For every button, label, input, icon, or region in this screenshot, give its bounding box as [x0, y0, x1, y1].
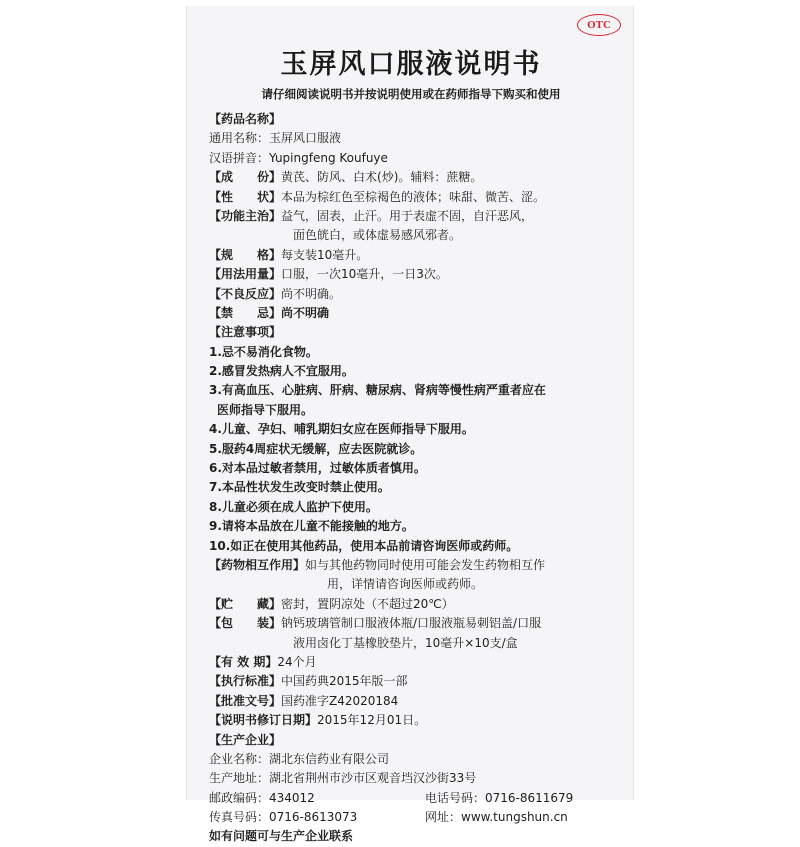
precaution-item: 10.如正在使用其他药品，使用本品前请咨询医师或药师。 — [209, 538, 519, 553]
pinyin-name: 汉语拼音：Yupingfeng Koufuye — [209, 150, 388, 165]
drug-name-label: 【药品名称】 — [209, 112, 282, 126]
website: 网址：www.tungshun.cn — [425, 810, 568, 825]
manufacturer-label: 【生产企业】 — [209, 732, 282, 747]
precautions-label: 【注意事项】 — [209, 325, 282, 340]
indications-line1: 益气，固表，止汗。用于表虚不固，自汗恶风， — [281, 208, 534, 223]
specification-label: 【规 格】 — [209, 247, 282, 262]
contraindications-row — [209, 304, 629, 323]
interactions-line2: 用，详情请咨询医师或药师。 — [327, 577, 484, 592]
leaflet-body — [209, 110, 629, 847]
contraindications-label: 【禁 忌】 — [209, 305, 282, 320]
adverse-value: 尚不明确。 — [281, 286, 342, 301]
validity-value: 24个月 — [277, 654, 317, 669]
fax-website-row — [209, 808, 629, 827]
precaution-item: 4.儿童、孕妇、哺乳期妇女应在医师指导下服用。 — [209, 422, 474, 437]
postcode: 邮政编码：434012 — [209, 790, 315, 805]
manufacturer-name: 企业名称：湖北东信药业有限公司 — [209, 751, 390, 766]
revision-label: 【说明书修订日期】 — [209, 713, 318, 728]
page-title: 玉屏风口服液说明书 — [280, 49, 542, 80]
ingredients-value: 黄芪、防风、白术(炒)。辅料：蔗糖。 — [281, 170, 483, 185]
dosage-row — [209, 265, 629, 284]
interactions-line1: 如与其他药物同时使用可能会发生药物相互作 — [305, 557, 546, 572]
packaging-line1: 钠钙玻璃管制口服液体瓶/口服液瓶易刺铝盖/口服 — [281, 616, 542, 631]
storage-row — [209, 595, 629, 614]
ingredients-label: 【成 份】 — [209, 170, 282, 185]
dosage-label: 【用法用量】 — [209, 267, 282, 282]
storage-label: 【贮 藏】 — [209, 596, 282, 611]
approval-value: 国药准字Z42020184 — [281, 693, 399, 708]
manufacturer-address: 生产地址：湖北省荆州市沙市区观音垱汉沙街33号 — [209, 771, 477, 786]
revision-value: 2015年12月01日。 — [317, 713, 427, 728]
interactions-row — [209, 556, 629, 575]
postcode-phone-row — [209, 789, 629, 808]
specification-row — [209, 246, 629, 265]
precaution-item: 5.服药4周症状无缓解，应去医院就诊。 — [209, 441, 423, 456]
precaution-item: 7.本品性状发生改变时禁止使用。 — [209, 480, 390, 495]
common-name: 通用名称：玉屏风口服液 — [209, 131, 342, 146]
precaution-item: 3.有高血压、心脏病、肝病、糖尿病、肾病等慢性病严重者应在 — [209, 383, 546, 398]
description-row — [209, 188, 629, 207]
ingredients-row — [209, 168, 629, 187]
precaution-item: 8.儿童必须在成人监护下使用。 — [209, 499, 378, 514]
adverse-row — [209, 285, 629, 304]
phone: 电话号码：0716-8611679 — [425, 790, 574, 805]
indications-row — [209, 207, 629, 226]
standard-row — [209, 672, 629, 691]
storage-value: 密封，置阴凉处（不超过20℃） — [281, 596, 454, 611]
packaging-line2: 液用卤化丁基橡胶垫片，10毫升×10支/盒 — [293, 635, 518, 650]
indications-line2: 面色㿠白，或体虚易感风邪者。 — [293, 228, 462, 243]
standard-label: 【执行标准】 — [209, 674, 282, 689]
revision-row — [209, 711, 629, 730]
description-value: 本品为棕红色至棕褐色的液体；味甜、微苦、涩。 — [281, 189, 546, 204]
specification-value: 每支装10毫升。 — [281, 247, 369, 262]
dosage-value: 口服，一次10毫升，一日3次。 — [281, 267, 448, 282]
precaution-item: 9.请将本品放在儿童不能接触的地方。 — [209, 519, 414, 534]
interactions-label: 【药物相互作用】 — [209, 557, 306, 572]
adverse-label: 【不良反应】 — [209, 286, 282, 301]
fax: 传真号码：0716-8613073 — [209, 810, 358, 825]
packaging-label: 【包 装】 — [209, 616, 282, 631]
precaution-item: 6.对本品过敏者禁用，过敏体质者慎用。 — [209, 461, 426, 476]
otc-badge: OTC — [577, 14, 621, 36]
packaging-row — [209, 614, 629, 633]
standard-value: 中国药典2015年版一部 — [281, 674, 408, 689]
precaution-item: 2.感冒发热病人不宜服用。 — [209, 364, 354, 379]
validity-label: 【有 效 期】 — [209, 654, 278, 669]
footer-note: 如有问题可与生产企业联系 — [209, 829, 354, 844]
subtitle: 请仔细阅读说明书并按说明使用或在药师指导下购买和使用 — [261, 87, 561, 101]
description-label: 【性 状】 — [209, 189, 282, 204]
leaflet-sheet — [186, 6, 634, 844]
validity-row — [209, 653, 629, 672]
approval-row — [209, 692, 629, 711]
contraindications-value: 尚不明确 — [281, 305, 330, 320]
precaution-item: 1.忌不易消化食物。 — [209, 344, 318, 359]
indications-label: 【功能主治】 — [209, 208, 282, 223]
approval-label: 【批准文号】 — [209, 693, 282, 708]
precaution-item-cont: 医师指导下服用。 — [217, 402, 314, 417]
